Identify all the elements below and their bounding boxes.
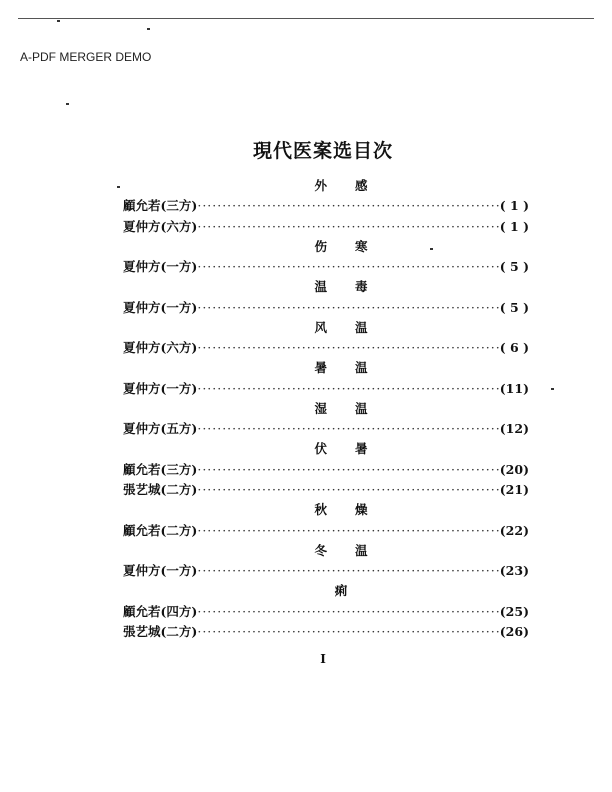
entry-name: 張艺城(二方) (123, 481, 198, 497)
toc-entry (123, 379, 529, 399)
entry-page: ( 6 ) (499, 340, 529, 356)
page-title: 現代医案选目次 (252, 140, 393, 162)
entry-name: 張艺城(二方) (123, 623, 198, 639)
section-heading-char: 寒 (355, 238, 368, 254)
entry-name: 夏仲方(一方) (123, 563, 198, 579)
section-heading-char: 湿 (314, 400, 327, 416)
entry-name: 夏仲方(一方) (123, 259, 198, 275)
entry-name: 顧允若(四方) (123, 603, 198, 619)
section-heading-char: 暑 (314, 360, 327, 376)
leader-dots (197, 298, 499, 318)
section-heading-char: 温 (355, 319, 368, 335)
page-top-rule (18, 18, 594, 19)
leader-dots (197, 602, 499, 622)
entry-page: (23) (499, 563, 529, 579)
section-heading (123, 358, 529, 378)
entry-page: (22) (499, 522, 529, 538)
scan-speck (551, 388, 554, 390)
leader-dots (197, 480, 499, 500)
section-heading-char: 伏 (314, 441, 327, 457)
entry-name: 顧允若(三方) (123, 461, 198, 477)
leader-dots (197, 521, 499, 541)
section-heading-char: 暑 (355, 441, 368, 457)
leader-dots (197, 419, 499, 439)
page-number: I (320, 652, 326, 666)
entry-name: 夏仲方(六方) (123, 218, 198, 234)
toc-entry (123, 622, 529, 642)
section-heading-char: 燥 (355, 502, 368, 518)
watermark: A-PDF MERGER DEMO (20, 50, 152, 64)
entry-name: 夏仲方(五方) (123, 421, 198, 437)
toc-entry (123, 480, 529, 500)
toc-entry (123, 561, 529, 581)
section-heading-char: 温 (355, 360, 368, 376)
scan-speck (430, 248, 433, 250)
section-heading (123, 318, 529, 338)
entry-name: 顧允若(三方) (123, 198, 198, 214)
section-heading (123, 439, 529, 459)
toc-entry (123, 602, 529, 622)
section-heading-char: 冬 (314, 542, 327, 558)
leader-dots (197, 561, 499, 581)
leader-dots (197, 622, 499, 642)
section-heading (123, 399, 529, 419)
entry-page: (20) (499, 461, 529, 477)
leader-dots (197, 379, 499, 399)
toc-entry (123, 338, 529, 358)
toc-entry (123, 521, 529, 541)
entry-name: 夏仲方(六方) (123, 340, 198, 356)
leader-dots (197, 460, 499, 480)
toc-entry (123, 196, 529, 216)
leader-dots (197, 338, 499, 358)
entry-name: 夏仲方(一方) (123, 380, 198, 396)
entry-page: ( 5 ) (499, 259, 529, 275)
scan-speck (66, 103, 69, 105)
entry-page: ( 5 ) (499, 299, 529, 315)
entry-name: 夏仲方(一方) (123, 299, 198, 315)
section-heading-char: 温 (355, 400, 368, 416)
section-heading (123, 176, 529, 196)
section-heading (123, 581, 529, 601)
section-heading-char: 温 (314, 279, 327, 295)
section-heading-char: 温 (355, 542, 368, 558)
toc-entry (123, 217, 529, 237)
entry-page: ( 1 ) (499, 218, 529, 234)
section-heading (123, 500, 529, 520)
leader-dots (197, 196, 499, 216)
section-heading-char: 痢 (334, 583, 348, 599)
section-heading-char: 外 (314, 178, 327, 193)
table-of-contents (123, 176, 529, 642)
section-heading (123, 237, 529, 257)
entry-page: (12) (499, 421, 529, 437)
entry-page: (11) (499, 380, 529, 396)
toc-entry (123, 257, 529, 277)
toc-entry (123, 419, 529, 439)
entry-name: 顧允若(二方) (123, 522, 198, 538)
section-heading-char: 风 (314, 319, 327, 335)
toc-entry (123, 460, 529, 480)
section-heading-char: 伤 (314, 238, 327, 254)
entry-page: (21) (499, 481, 529, 497)
leader-dots (197, 257, 499, 277)
entry-page: (26) (499, 623, 529, 639)
section-heading-char: 感 (355, 178, 368, 193)
scan-speck (147, 28, 150, 30)
section-heading (123, 541, 529, 561)
scan-speck (117, 186, 120, 188)
section-heading (123, 277, 529, 297)
entry-page: ( 1 ) (499, 198, 529, 214)
section-heading-char: 毒 (355, 279, 368, 295)
entry-page: (25) (499, 603, 529, 619)
toc-entry (123, 298, 529, 318)
scan-speck (57, 20, 60, 22)
section-heading-char: 秋 (314, 502, 327, 518)
leader-dots (197, 217, 499, 237)
